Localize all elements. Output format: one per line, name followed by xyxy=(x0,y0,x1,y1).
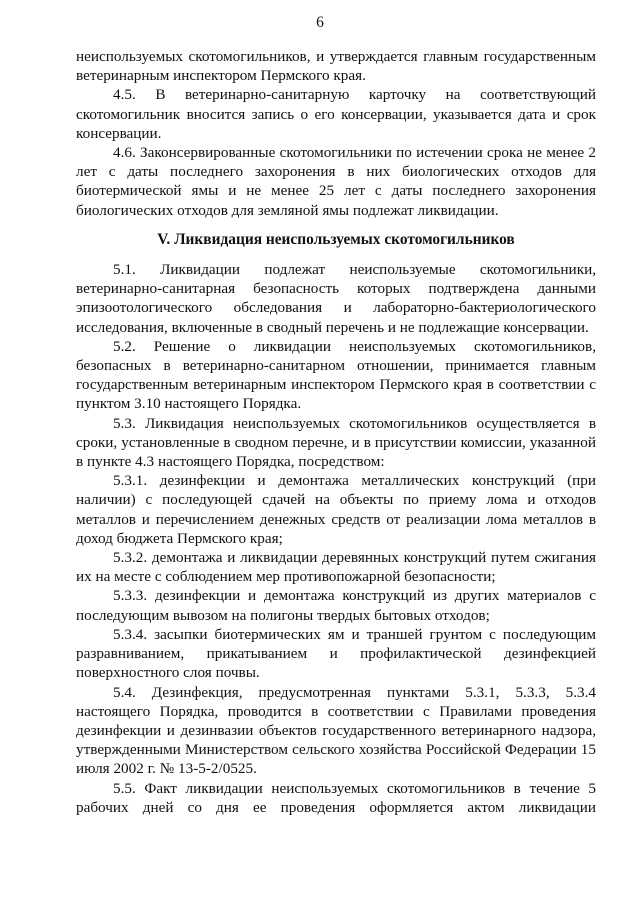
paragraph-5-3-2: 5.3.2. демонтажа и ликвидации деревянных конструкций путем сжигания их на месте с соблюдением мер противопожарной безопасности; xyxy=(76,549,596,586)
paragraph-5-5: 5.5. Факт ликвидации неиспользуемых скотомогильников в течение 5 рабочих дней со дня ее проведения оформляется актом ликвидации xyxy=(76,779,596,816)
paragraph-5-3-1: 5.3.1. дезинфекции и демонтажа металлических конструкций (при наличии) с последующей сдачей на объекты по приему лома и отходов металлов и перечислением денежных средств от реализации лома металлов в доход бюджета Пермского края; xyxy=(76,472,596,547)
paragraph-5-2: 5.2. Решение о ликвидации неиспользуемых скотомогильников, безопасных в ветеринарно-санитарном отношении, принимается главным государственным ветеринарным инспектором Пермского края в соответствии с пунктом 3.10 настоящего Порядка. xyxy=(76,337,596,413)
paragraph-5-3: 5.3. Ликвидация неиспользуемых скотомогильников осуществляется в сроки, установленные в сводном перечне, и в присутствии комиссии, указанной в пункте 4.3 настоящего Порядка, посредством: xyxy=(76,414,596,471)
paragraph-5-3-3: 5.3.3. дезинфекции и демонтажа конструкций из других материалов с последующим вывозом на полигоны твердых бытовых отходов; xyxy=(76,587,596,624)
document-body xyxy=(76,47,596,817)
paragraph-5-3-4: 5.3.4. засыпки биотермических ям и траншей грунтом с последующим разравниванием, прикатыванием и профилактической дезинфекцией поверхностного слоя почвы. xyxy=(76,625,596,682)
paragraph-4-6: 4.6. Законсервированные скотомогильники по истечении срока не менее 2 лет с даты последнего захоронения в них биологических отходов для биотермической ямы и не менее 25 лет с даты последнего захоронения биологических отходов для земляной ямы подлежат ликвидации. xyxy=(76,144,596,219)
paragraph-4-5: 4.5. В ветеринарно-санитарную карточку на соответствующий скотомогильник вносится запись о его консервации, указывается дата и срок консервации. xyxy=(76,86,596,142)
page-number: 6 xyxy=(316,14,324,31)
paragraph-5-1: 5.1. Ликвидации подлежат неиспользуемые скотомогильники, ветеринарно-санитарная безопасность которых подтверждена данными эпизоотологического обследования и лабораторно-бактериологического исследования, включенные в сводный перечень и не подлежащие консервации. xyxy=(76,261,596,336)
paragraph-continuation: неиспользуемых скотомогильников, и утверждается главным государственным ветеринарным инспектором Пермского края. xyxy=(76,48,596,85)
paragraph-5-4: 5.4. Дезинфекция, предусмотренная пунктами 5.3.1, 5.3.3, 5.3.4 настоящего Порядка, проводится в соответствии с Правилами проведения дезинфекции и дезинвазии объектов государственного ветеринарного надзора, утвержденными Министерством сельского хозяйства Российской Федерации 15 июля 2002 г. № 13-5-2/0525. xyxy=(76,683,596,778)
section-heading: V. Ликвидация неиспользуемых скотомогильников xyxy=(157,230,515,248)
